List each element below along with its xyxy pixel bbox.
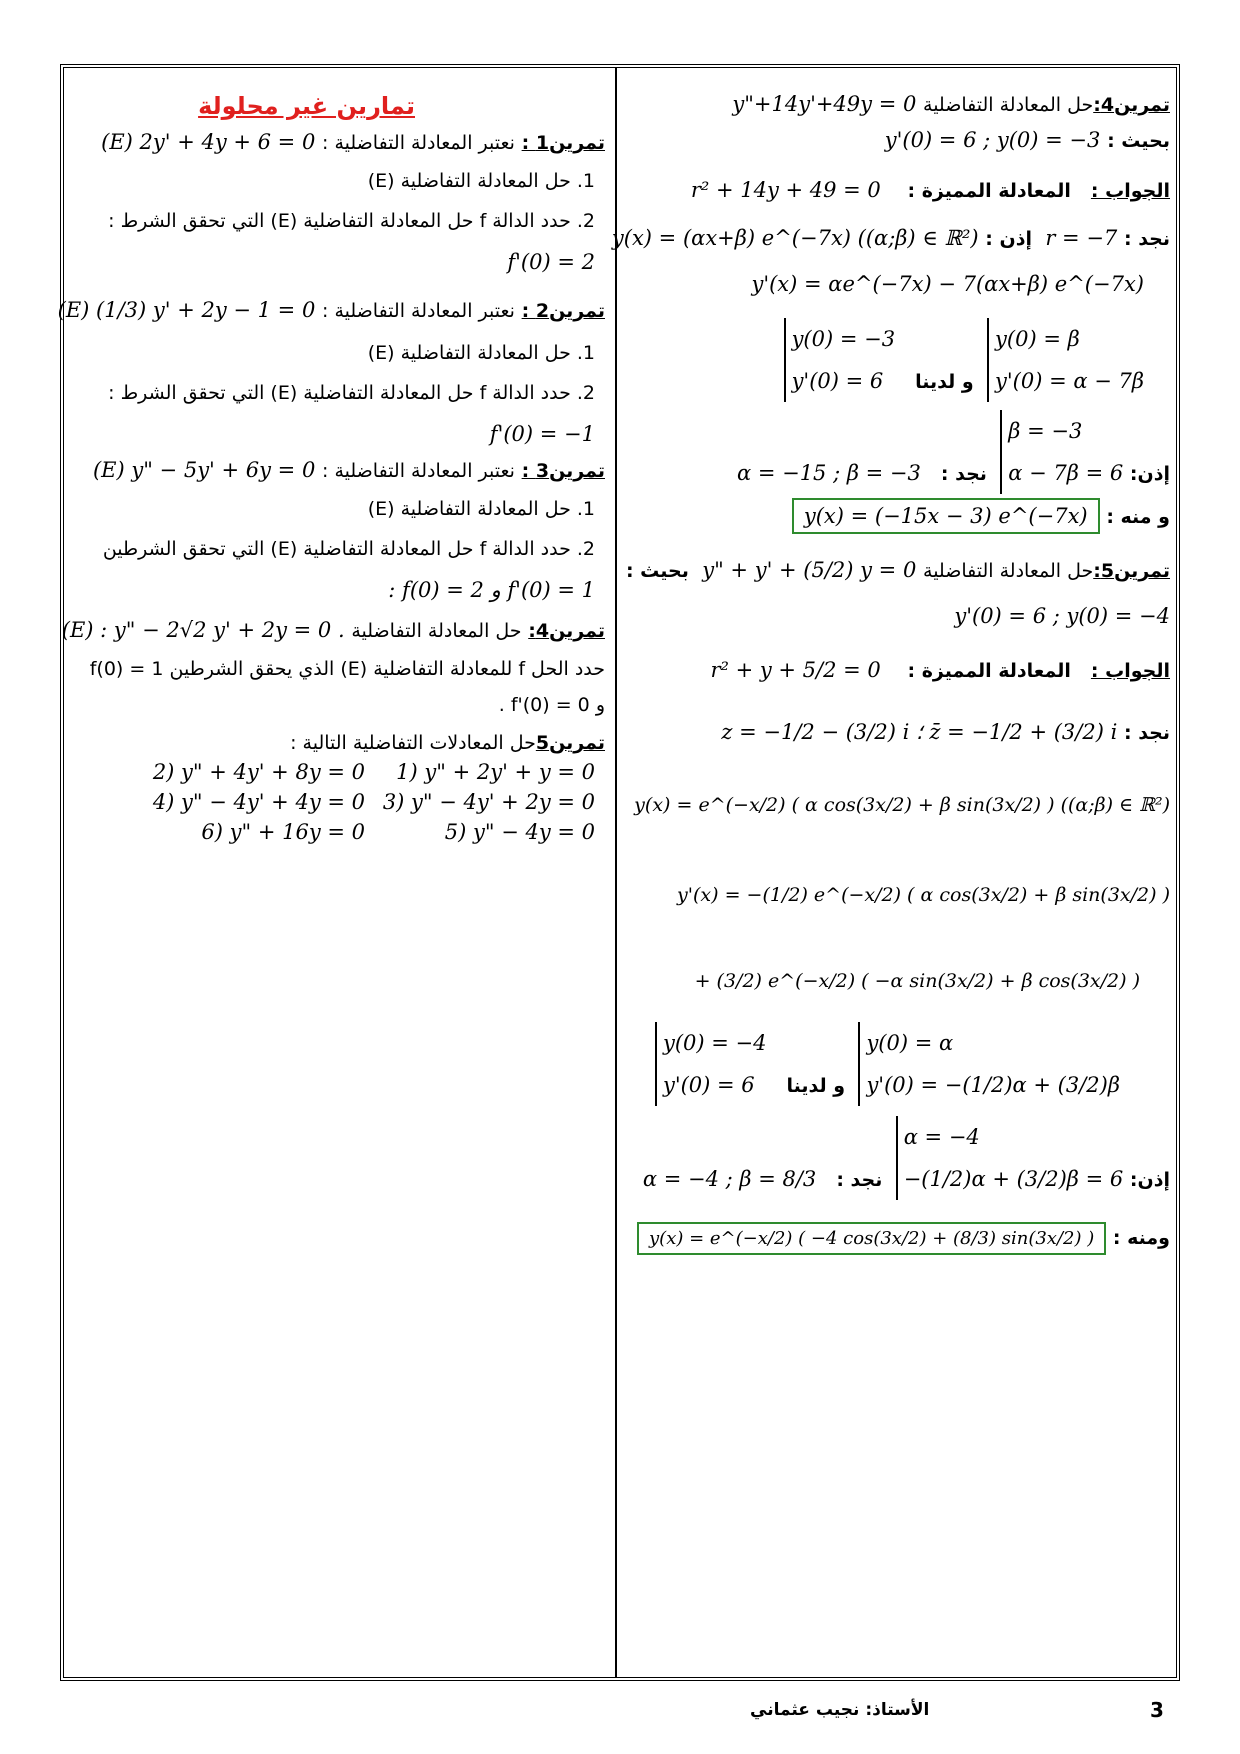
ex4-conditions xyxy=(885,128,1170,152)
ex5-char-eq: r² + y + 5/2 = 0 xyxy=(710,658,881,682)
ex5-sys1 xyxy=(858,1022,1120,1106)
ex5-roots: z = −1/2 − (3/2) i ؛ z̄ = −1/2 + (3/2) i xyxy=(721,720,1118,744)
ex5-then-label: إذن: xyxy=(1129,1169,1170,1191)
ex4-cond: y'(0) = 6 ; y(0) = −3 xyxy=(884,128,1101,152)
ex4-sys3-line1: β = −3 xyxy=(1008,419,1083,443)
left-ex5-item-6: 6) y" + 16y = 0 xyxy=(201,820,365,844)
page-number: 3 xyxy=(1150,1698,1164,1722)
ex4-derivative: y'(x) = αe^(−7x) − 7(αx+β) e^(−7x) xyxy=(751,272,1144,296)
left-ex1-statement xyxy=(101,130,605,154)
ex5-hence-label: ومنه : xyxy=(1112,1227,1170,1249)
ex5-text: حل المعادلة التفاضلية xyxy=(923,560,1094,582)
left-ex2-q2: 2. حدد الدالة f حل المعادلة التفاضلية (E) التي تحقق الشرط : xyxy=(108,382,595,404)
left-ex5-item-3: 3) y" − 4y' + 2y = 0 xyxy=(382,790,595,814)
left-ex3-q2: 2. حدد الدالة f حل المعادلة التفاضلية (E) التي تحقق الشرطين xyxy=(102,538,595,560)
ex5-derivative-line2 xyxy=(695,968,1140,992)
ex5-derivative-line1 xyxy=(677,882,1170,906)
ex4-sys1-line2: y'(0) = α − 7β xyxy=(995,369,1144,393)
ex5-values: α = −4 ; β = 8/3 xyxy=(642,1167,817,1191)
ex4-values: α = −15 ; β = −3 xyxy=(736,461,921,485)
left-ex3-text: نعتبر المعادلة التفاضلية : xyxy=(322,460,515,482)
ex5-sys1-line1: y(0) = α xyxy=(866,1031,954,1055)
ex4-char-label: المعادلة المميزة : xyxy=(907,180,1071,202)
ex5-label: تمرين5: xyxy=(1093,560,1170,582)
left-ex4-text: حل المعادلة التفاضلية xyxy=(351,620,522,642)
ex5-characteristic xyxy=(710,658,1170,682)
ex4-root: r = −7 xyxy=(1045,226,1118,250)
left-ex2-q2-cond: f'(0) = −1 xyxy=(489,422,595,446)
ex4-cond-label: بحيث : xyxy=(1107,130,1170,152)
left-ex5-item-5: 5) y" − 4y = 0 xyxy=(444,820,595,844)
ex4-then-label: إذن : xyxy=(985,228,1032,250)
ex5-sys3 xyxy=(896,1116,1124,1200)
ex4-hence-label: و منه : xyxy=(1106,506,1170,528)
ex4-systems xyxy=(784,318,1144,402)
ex5-sys2 xyxy=(655,1022,767,1106)
ex5-solution-box: y(x) = e^(−x/2) ( −4 cos(3x/2) + (8/3) sin(3x/2) ) xyxy=(637,1222,1106,1255)
left-ex4-q-cond: و f'(0) = 0 . xyxy=(498,694,605,716)
ex4-and-have: و لدينا xyxy=(915,371,974,393)
ex4-general-solution xyxy=(612,226,1170,250)
ex5-find-label: نجد : xyxy=(1123,722,1170,744)
left-ex5-item-2: 2) y" + 4y' + 8y = 0 xyxy=(152,760,365,784)
ex4-sys1-line1: y(0) = β xyxy=(995,327,1080,351)
left-ex4-label: تمرين4: xyxy=(528,620,605,642)
left-ex1-text: نعتبر المعادلة التفاضلية : xyxy=(322,132,515,154)
left-ex5-item-1: 1) y" + 2y' + y = 0 xyxy=(396,760,595,784)
ex5-systems xyxy=(655,1022,1120,1106)
left-ex2-statement xyxy=(58,298,605,322)
ex5-derivative-2: + (3/2) e^(−x/2) ( −α sin(3x/2) + β cos(3x/2) ) xyxy=(694,970,1140,992)
left-ex2-text: نعتبر المعادلة التفاضلية : xyxy=(322,300,515,322)
ex5-equation: y" + y' + (5/2) y = 0 xyxy=(702,558,917,582)
left-ex4-q: حدد الحل f للمعادلة التفاضلية (E) الذي يحقق الشرطين f(0) = 1 xyxy=(89,658,605,680)
ex4-solution-box: y(x) = (−15x − 3) e^(−7x) xyxy=(792,498,1100,534)
left-ex4-statement xyxy=(62,618,605,642)
left-ex5-statement xyxy=(290,730,605,754)
ex4-sys2-line1: y(0) = −3 xyxy=(791,327,896,351)
ex5-and-have: و لدينا xyxy=(786,1075,846,1097)
ex4-equation: y"+14y'+49y = 0 xyxy=(732,92,917,116)
ex4-then2-label: إذن: xyxy=(1129,463,1170,485)
ex4-answer-label: الجواب : xyxy=(1090,180,1170,202)
ex4-characteristic xyxy=(691,178,1170,202)
left-ex5-label: تمرين5 xyxy=(535,732,605,754)
ex5-find2-label: نجد : xyxy=(836,1169,883,1191)
left-ex3-cond-line xyxy=(388,578,595,602)
left-ex1-q2-cond: f'(0) = 2 xyxy=(507,250,595,274)
ex4-derivative-line xyxy=(751,272,1144,296)
ex4-sys2-line2: y'(0) = 6 xyxy=(791,369,884,393)
ex4-find2-label: نجد : xyxy=(940,463,987,485)
left-ex2-label: تمرين2 : xyxy=(521,300,605,322)
ex5-sys2-line1: y(0) = −4 xyxy=(662,1031,767,1055)
left-ex2-q1: 1. حل المعادلة التفاضلية (E) xyxy=(367,342,595,364)
left-ex1-label: تمرين1 : xyxy=(521,132,605,154)
left-ex1-q2: 2. حدد الدالة f حل المعادلة التفاضلية (E) التي تحقق الشرط : xyxy=(108,210,595,232)
ex5-char-label: المعادلة المميزة : xyxy=(907,660,1071,682)
ex4-label: تمرين4: xyxy=(1093,94,1170,116)
ex4-find-values xyxy=(737,410,1170,494)
ex5-find-values xyxy=(643,1116,1170,1200)
left-ex3-eq: (E) y" − 5y' + 6y = 0 xyxy=(92,458,316,482)
ex4-final xyxy=(792,498,1170,534)
ex4-sys3-line2: α − 7β = 6 xyxy=(1008,461,1124,485)
ex5-statement xyxy=(626,558,1170,582)
left-ex1-eq: (E) 2y' + 4y + 6 = 0 xyxy=(101,130,316,154)
ex5-answer-label: الجواب : xyxy=(1090,660,1170,682)
left-ex2-cond-line xyxy=(490,422,595,446)
ex4-text: حل المعادلة التفاضلية xyxy=(923,94,1094,116)
ex5-general-line xyxy=(634,792,1170,816)
left-ex3-statement xyxy=(93,458,605,482)
ex5-general: y(x) = e^(−x/2) ( α cos(3x/2) + β sin(3x/2) ) ((α;β) ∈ ℝ²) xyxy=(634,794,1170,816)
ex5-roots-line xyxy=(721,720,1170,744)
ex4-statement xyxy=(732,92,1170,116)
ex5-cond: y'(0) = 6 ; y(0) = −4 xyxy=(954,604,1170,628)
ex5-sys1-line2: y'(0) = −(1/2)α + (3/2)β xyxy=(866,1073,1120,1097)
left-ex3-label: تمرين3 : xyxy=(521,460,605,482)
left-ex4-eq: (E) : y" − 2√2 y' + 2y = 0 . xyxy=(61,618,345,642)
ex5-final xyxy=(637,1222,1170,1255)
ex4-sys2 xyxy=(784,318,896,402)
ex4-find-label: نجد : xyxy=(1123,228,1170,250)
ex5-sys2-line2: y'(0) = 6 xyxy=(662,1073,755,1097)
left-ex5-text: حل المعادلات التفاضلية التالية : xyxy=(290,732,536,754)
ex5-conditions xyxy=(954,604,1170,628)
ex4-sys3 xyxy=(1000,410,1123,494)
teacher-name: الأستاذ: نجيب عثماني xyxy=(750,1700,930,1720)
left-ex5-item-4: 4) y" − 4y' + 4y = 0 xyxy=(152,790,365,814)
column-divider xyxy=(615,68,617,1677)
left-ex1-cond-line xyxy=(507,250,595,274)
ex4-sys1 xyxy=(987,318,1144,402)
ex5-cond-label: بحيث : xyxy=(625,560,689,582)
page-title: تمارين غير محلولة xyxy=(198,92,415,120)
ex5-sys3-line1: α = −4 xyxy=(903,1125,980,1149)
ex5-sys3-line2: −(1/2)α + (3/2)β = 6 xyxy=(903,1167,1124,1191)
left-ex2-eq: (E) (1/3) y' + 2y − 1 = 0 xyxy=(57,298,316,322)
ex4-char-eq: r² + 14y + 49 = 0 xyxy=(690,178,881,202)
left-ex3-q1: 1. حل المعادلة التفاضلية (E) xyxy=(367,498,595,520)
left-ex3-q2-cond: : f(0) = 2 و f'(0) = 1 xyxy=(388,578,595,602)
ex5-derivative-1: y'(x) = −(1/2) e^(−x/2) ( α cos(3x/2) + β sin(3x/2) ) xyxy=(677,884,1170,906)
ex4-general: y(x) = (αx+β) e^(−7x) ((α;β) ∈ ℝ²) xyxy=(611,226,979,250)
left-ex1-q1: 1. حل المعادلة التفاضلية (E) xyxy=(367,170,595,192)
